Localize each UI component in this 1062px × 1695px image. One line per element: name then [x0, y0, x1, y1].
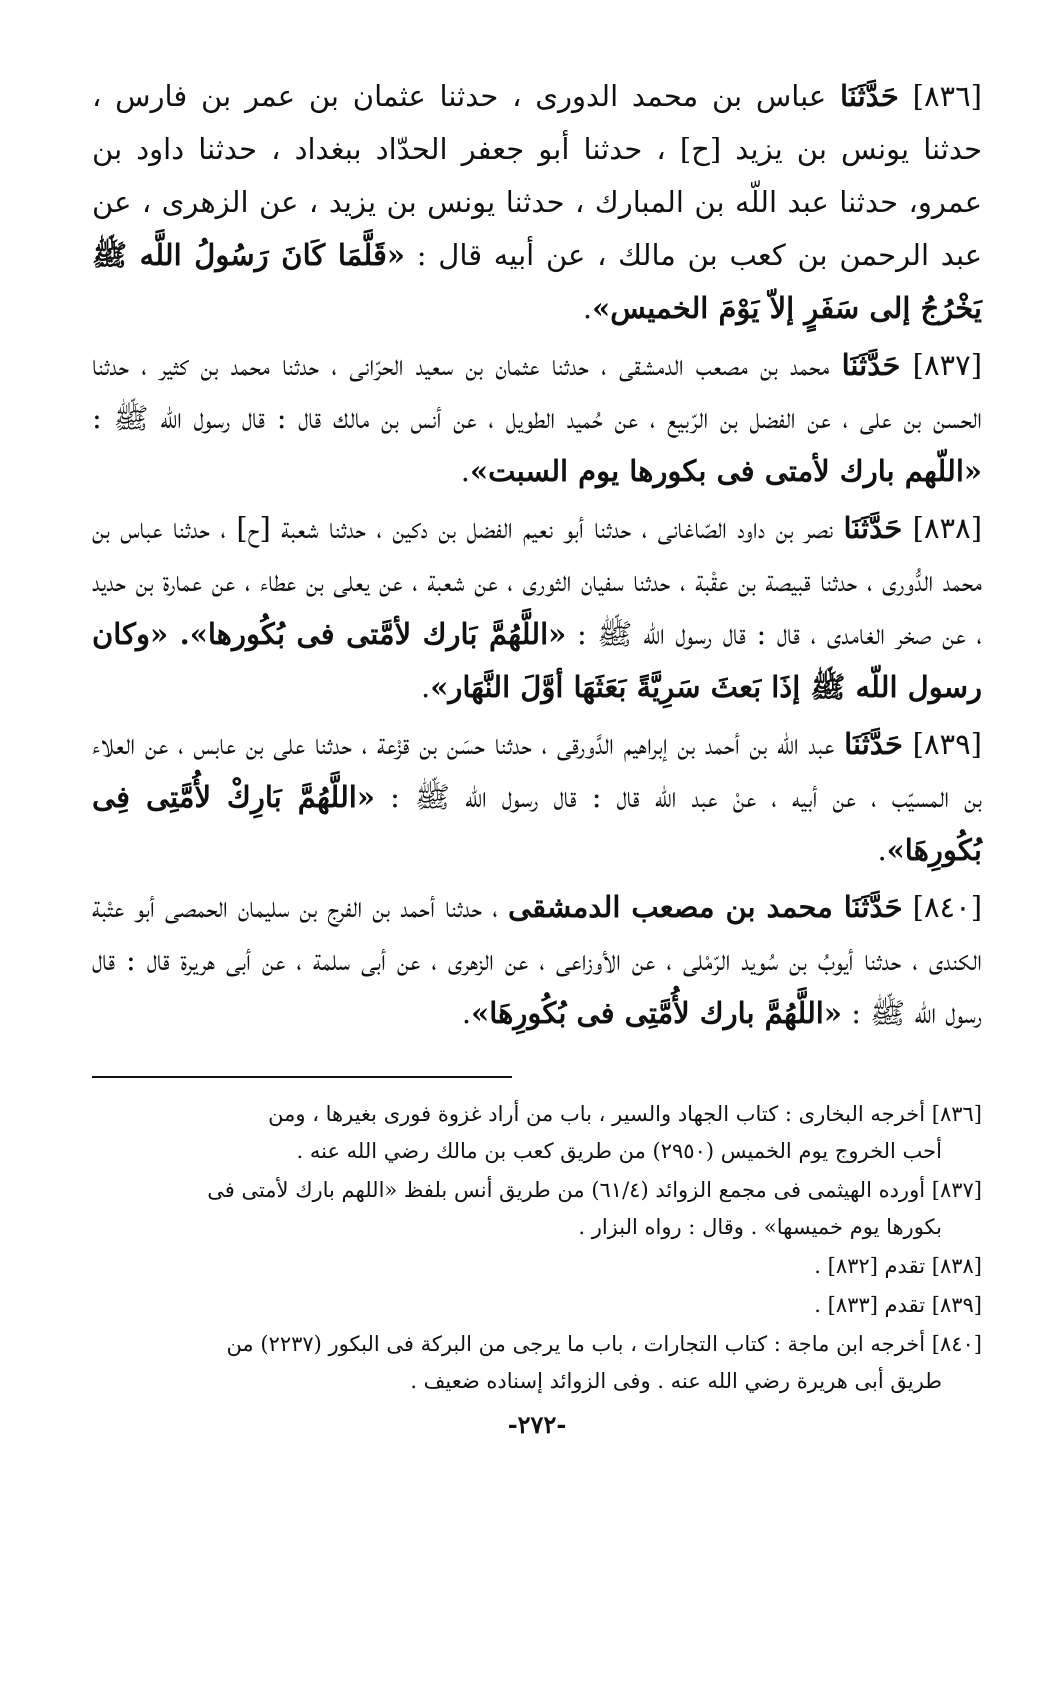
- footnote-number: [٨٣٨]: [931, 1254, 982, 1278]
- hadith-838: [92, 502, 982, 714]
- footnotes: [92, 1096, 982, 1400]
- matn-text: «اللَّهُمَّ بارك لأُمَّتِى فى بُكُورِهَا»: [471, 996, 842, 1030]
- isnad-text: ، حدثنا أحمد بن الفرج بن سليمان الحمصى أبو عتْبة الكندى ، حدثنا أيوبُ بن سُويد الرّمْلى ، عن الأوزاعى ، عن الزهرى ، عن أبى سلمة ، عن أبى هريرة قال : قال رسول اللّه ﷺ :: [92, 890, 982, 1030]
- hadith-number: [٨٣٨]: [912, 511, 983, 545]
- hadith-837: [92, 339, 982, 498]
- footnote-number: [٨٣٦]: [931, 1102, 982, 1126]
- footnote-divider: [92, 1076, 512, 1078]
- end-mark: .: [420, 670, 431, 704]
- narration-keyword: حَدَّثَنَا: [841, 348, 901, 382]
- narration-keyword: حَدَّثَنَا: [840, 79, 899, 113]
- footnote-840: [92, 1326, 982, 1400]
- matn-text: «اللّهم بارك لأمتى فى بكورها يوم السبت»: [469, 454, 982, 488]
- narration-keyword: حَدَّثَنَا: [843, 511, 903, 545]
- footnote-text: أخرجه البخارى : كتاب الجهاد والسير ، باب من أراد غزوة فورى بغيرها ، ومن: [268, 1102, 926, 1126]
- footnote-837: [92, 1172, 982, 1246]
- footnote-continuation: أحب الخروج يوم الخميس (٢٩٥٠) من طريق كعب بن مالك رضي الله عنه .: [296, 1139, 942, 1163]
- hadith-number: [٨٣٧]: [912, 348, 983, 382]
- hadith-list: [92, 70, 982, 1040]
- end-mark: .: [460, 454, 470, 488]
- isnad-text: عبد اللّه بن أحمد بن إبراهيم الدَّورقى ، حدثنا حسَن بن قزْعة ، حدثنا على بن عابس ، عن العلاء بن المسيّب ، عن أبيه ، عنْ عبد اللّه قال : قال رسول اللّه ﷺ :: [92, 727, 983, 814]
- narration-keyword: حَدَّثَنَا: [844, 727, 903, 761]
- matn-text: «اللَّهُمَّ بَارِكْ لأُمَّتِى فِى بُكُورِهَا»: [92, 780, 982, 867]
- hadith-839: [92, 718, 982, 877]
- hadith-number: [٨٣٩]: [912, 727, 982, 761]
- isnad-text: عباس بن محمد الدورى ، حدثنا عثمان بن عمر بن فارس ، حدثنا يونس بن يزيد [ح] ، حدثنا أبو جعفر الحدّاد ببغداد ، حدثنا داود بن عمرو، حدثنا عبد اللّه بن المبارك ، حدثنا يونس بن يزيد ، عن الزهرى ، عن عبد الرحمن بن كعب بن مالك ، عن أبيه قال :: [92, 79, 983, 272]
- hadith-number: [٨٣٦]: [912, 79, 982, 113]
- narration-keyword: حَدَّثَنَا محمد بن مصعب الدمشقى: [508, 890, 903, 924]
- page-number: -٢٧٢-: [507, 1410, 567, 1439]
- footnote-number: [٨٣٧]: [931, 1178, 982, 1202]
- footnote-text: أخرجه ابن ماجة : كتاب التجارات ، باب ما يرجى من البركة فى البكور (٢٢٣٧) من: [226, 1332, 926, 1356]
- footnote-838: [92, 1248, 982, 1285]
- end-mark: .: [461, 996, 472, 1030]
- end-mark: .: [582, 291, 593, 325]
- matn-text: «قَلَّمَا كَانَ رَسُولُ اللَّه ﷺ يَخْرُجُ إلى سَفَرٍ إلاّ يَوْمَ الخميس»: [92, 238, 982, 325]
- hadith-840: [92, 881, 982, 1040]
- isnad-text: محمد بن مصعب الدمشقى ، حدثنا عثمان بن سعيد الحرّانى ، حدثنا محمد بن كثير ، حدثنا الحسن بن على ، عن الفضل بن الرّبيع ، عن حُميد الطويل ، عن أنس بن مالك قال : قال رسول اللّه ﷺ :: [92, 348, 982, 435]
- footnote-continuation: بكورها يوم خميسها» . وقال : رواه البزار .: [578, 1215, 942, 1239]
- isnad-text: نصر بن داود الصّاغانى ، حدثنا أبو نعيم الفضل بن دكين ، حدثنا شعبة [ح] ، حدثنا عباس بن محمد الدُّورى ، حدثنا قبيصة بن عقْبة ، حدثنا سفيان الثورى ، عن شعبة ، عن يعلى بن عطاء ، عن عمارة بن حديد ، عن صخر الغامدى ، قال : قال رسول اللّه ﷺ :: [92, 511, 983, 651]
- hadith-836: [92, 70, 982, 335]
- footnote-continuation: طريق أبى هريرة رضي الله عنه . وفى الزوائد إسناده ضعيف .: [410, 1369, 942, 1393]
- footnote-839: [92, 1287, 982, 1324]
- hadith-number: [٨٤٠]: [912, 890, 983, 924]
- end-mark: .: [877, 833, 887, 867]
- footnote-text: تقدم [٨٣٢] .: [814, 1254, 926, 1278]
- footnote-836: [92, 1096, 982, 1170]
- footnote-number: [٨٤٠]: [931, 1332, 982, 1356]
- footnote-number: [٨٣٩]: [931, 1293, 982, 1317]
- footnote-text: أورده الهيثمى فى مجمع الزوائد (٦١/٤) من طريق أنس بلفظ «اللهم بارك لأمتى فى: [207, 1178, 926, 1202]
- footnote-text: تقدم [٨٣٣] .: [814, 1293, 926, 1317]
- matn-text: «اللَّهُمَّ بَارك لأمَّتى فى بُكُورها». «وكان رسول اللّه ﷺ إذَا بَعثَ سَرِيَّةً بَعَثَهَا أوَّلَ النَّهَار»: [92, 617, 982, 704]
